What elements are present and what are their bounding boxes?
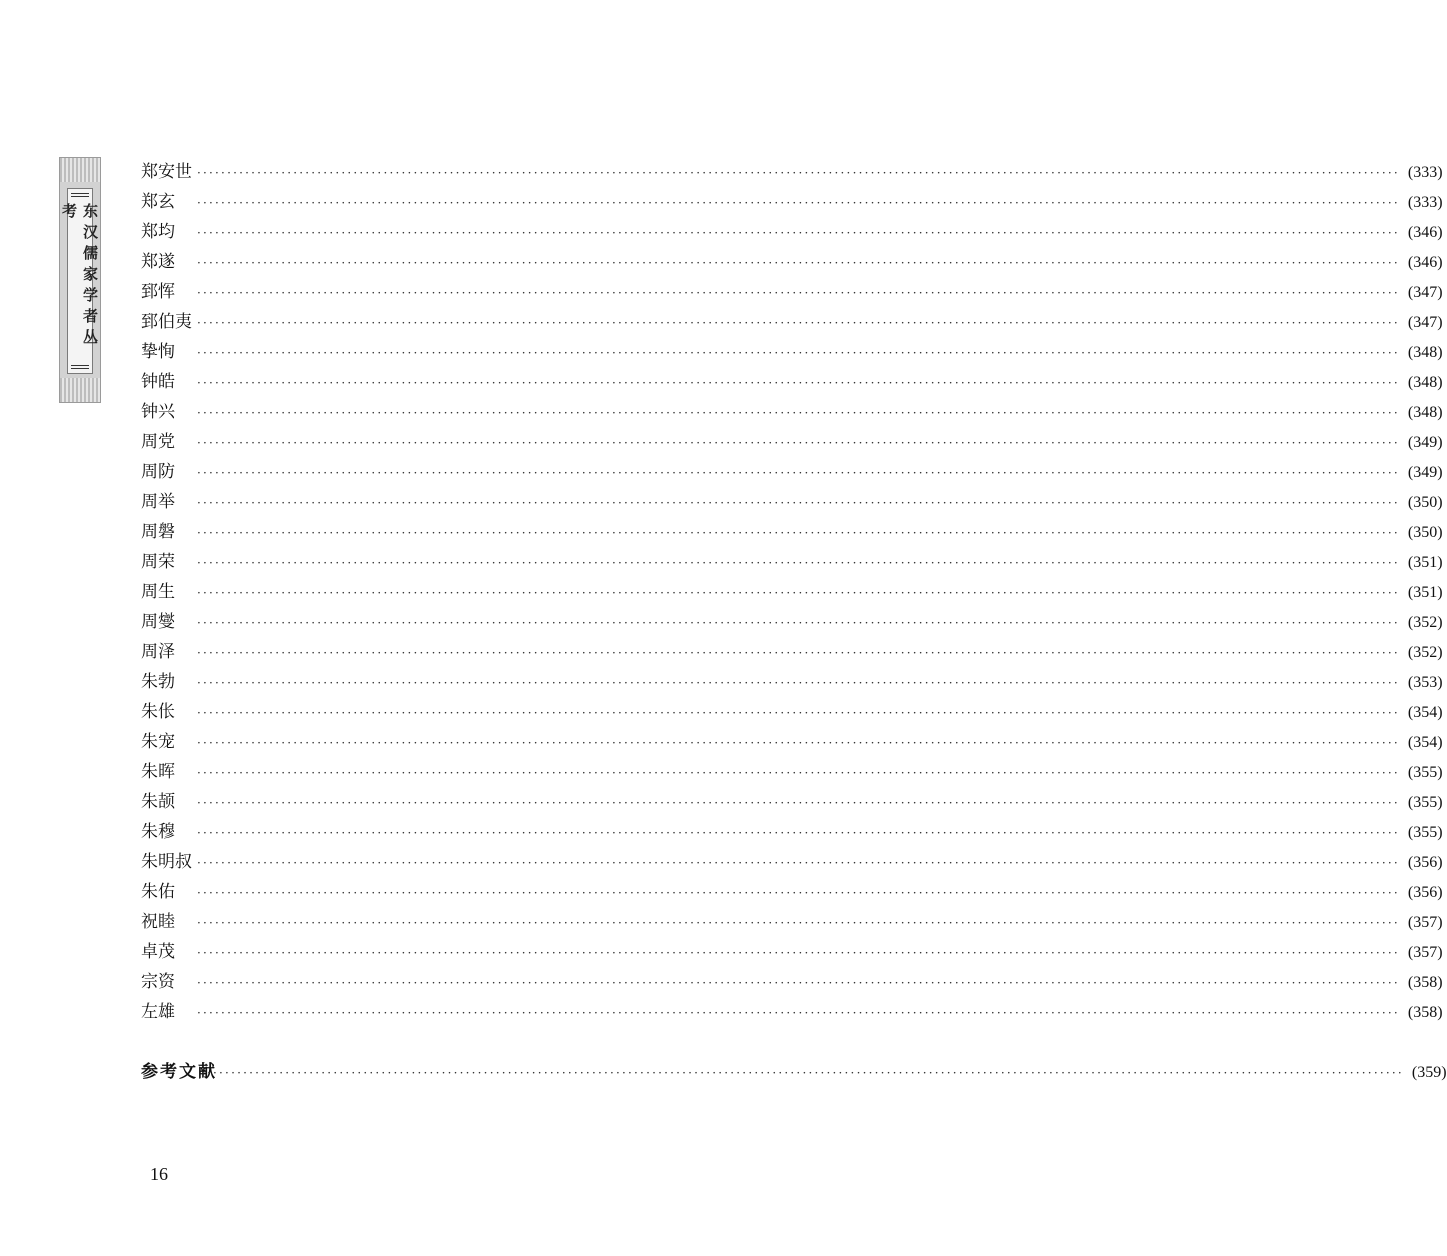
toc-entry[interactable] [141,907,1443,937]
toc-entry-title: 朱穆 [141,822,175,842]
toc-entry-page: (355) [1407,764,1443,781]
toc-leader-dots: ········································································································································································································ [197,676,1400,690]
toc-entry[interactable] [141,757,1443,787]
toc-entry-title: 周荣 [141,552,175,572]
toc-entry-title: 左雄 [141,1002,175,1022]
toc-entry-page: (346) [1407,224,1443,241]
toc-leader-dots: ········································································································································································································ [197,526,1400,540]
toc-entry-title: 挚恂 [141,342,175,362]
toc-entry-title: 郑安世 [141,162,192,182]
toc-leader-dots: ········································································································································································································ [197,256,1400,270]
toc-entry[interactable] [141,427,1443,457]
toc-entry-title: 周党 [141,432,175,452]
side-tab [59,157,101,403]
toc-entry[interactable] [141,487,1443,517]
toc-entry-title: 郅恽 [141,282,175,302]
toc-entry[interactable] [141,607,1443,637]
toc-entry[interactable] [141,967,1443,997]
toc-entry-page: (356) [1407,854,1443,871]
toc-entry-page: (358) [1407,974,1443,991]
toc-entry-page: (348) [1407,404,1443,421]
toc-leader-dots: ········································································································································································································ [197,316,1400,330]
toc-entry-page: (347) [1407,284,1443,301]
toc-entry-page: (353) [1407,674,1443,691]
toc-entry-page: (333) [1407,194,1443,211]
toc-entry[interactable] [141,937,1443,967]
side-tab-stripes-top [60,158,100,182]
side-tab-stripes-bottom [60,378,100,402]
toc-entry-title: 周生 [141,582,175,602]
toc-entry[interactable] [141,307,1443,337]
toc-entry[interactable] [141,787,1443,817]
toc-entry-page: (347) [1407,314,1443,331]
toc-entry[interactable] [141,517,1443,547]
toc-entry-page: (357) [1407,914,1443,931]
toc-entry-title: 朱颉 [141,792,175,812]
toc-leader-dots: ········································································································································································································ [197,376,1400,390]
toc-leader-dots: ········································································································································································································ [197,496,1400,510]
toc-entry-page: (348) [1407,344,1443,361]
toc-entry[interactable] [141,187,1443,217]
toc-entry-title: 朱勃 [141,672,175,692]
toc-leader-dots: ········································································································································································································ [197,406,1400,420]
toc-leader-dots: ········································································································································································································ [197,166,1400,180]
toc-entry-title: 朱伥 [141,702,175,722]
side-tab-label-panel [60,188,99,374]
toc-entry-page: (354) [1407,704,1443,721]
toc-entry[interactable] [141,217,1443,247]
toc-leader-dots: ········································································································································································································ [197,586,1400,600]
toc-entry[interactable] [141,157,1443,187]
toc-entry[interactable] [141,337,1443,367]
toc-entry-page: (346) [1407,254,1443,271]
toc-entry[interactable] [141,637,1443,667]
toc-entry-title: 参考文献 [141,1062,217,1082]
toc-entry-title: 周磐 [141,522,175,542]
toc-entry-title: 朱宠 [141,732,175,752]
toc-entry-title: 郑玄 [141,192,175,212]
toc-entry[interactable] [141,697,1443,727]
toc-entry-title: 周泽 [141,642,175,662]
toc-entry-page: (358) [1407,1004,1443,1021]
toc-leader-dots: ········································································································································································································ [197,976,1400,990]
toc-leader-dots: ········································································································································································································ [197,796,1400,810]
toc-leader-dots: ········································································································································································································ [197,856,1400,870]
toc-entry-title: 钟皓 [141,372,175,392]
toc-entry-page: (359) [1411,1064,1447,1081]
toc-entry-title: 郑均 [141,222,175,242]
side-tab-rule [71,368,89,369]
toc-references-entry[interactable] [141,1057,1447,1087]
toc-entry-title: 周举 [141,492,175,512]
toc-entry-title: 宗资 [141,972,175,992]
toc-leader-dots: ········································································································································································································ [197,886,1400,900]
toc-entry-page: (357) [1407,944,1443,961]
toc-entry-page: (352) [1407,644,1443,661]
toc-entry-title: 朱晖 [141,762,175,782]
toc-entry-page: (355) [1407,824,1443,841]
toc-entry-page: (351) [1407,554,1443,571]
toc-entry-page: (349) [1407,464,1443,481]
toc-entry-title: 朱明叔 [141,852,192,872]
toc-leader-dots: ········································································································································································································ [197,766,1400,780]
toc-entry[interactable] [141,577,1443,607]
toc-leader-dots: ········································································································································································································ [197,946,1400,960]
toc-entry[interactable] [141,667,1443,697]
toc-entry[interactable] [141,277,1443,307]
toc-leader-dots: ········································································································································································································ [201,1066,1404,1080]
toc-entry-page: (351) [1407,584,1443,601]
toc-entry-page: (333) [1407,164,1443,181]
side-tab-rule [71,365,89,366]
toc-entry-page: (350) [1407,494,1443,511]
toc-leader-dots: ········································································································································································································ [197,286,1400,300]
toc-entry-title: 钟兴 [141,402,175,422]
toc-leader-dots: ········································································································································································································ [197,556,1400,570]
side-tab-rule [71,193,89,194]
toc-entry-title: 卓茂 [141,942,175,962]
toc-entry-title: 祝睦 [141,912,175,932]
toc-entry-title: 周防 [141,462,175,482]
toc-entry[interactable] [141,727,1443,757]
toc-leader-dots: ········································································································································································································ [197,826,1400,840]
toc-entry[interactable] [141,457,1443,487]
toc-entry-page: (350) [1407,524,1443,541]
toc-leader-dots: ········································································································································································································ [197,736,1400,750]
toc-entry[interactable] [141,367,1443,397]
toc-entry[interactable] [141,247,1443,277]
toc-leader-dots: ········································································································································································································ [197,466,1400,480]
toc-leader-dots: ········································································································································································································ [197,1006,1400,1020]
toc-entry-page: (352) [1407,614,1443,631]
toc-entry[interactable] [141,817,1443,847]
book-series-title: 东汉儒家学者丛考 [60,203,99,350]
toc-entry-page: (349) [1407,434,1443,451]
toc-leader-dots: ········································································································································································································ [197,646,1400,660]
toc-leader-dots: ········································································································································································································ [197,616,1400,630]
toc-entry-title: 朱佑 [141,882,175,902]
toc-leader-dots: ········································································································································································································ [197,916,1400,930]
toc-leader-dots: ········································································································································································································ [197,436,1400,450]
toc-entry[interactable] [141,847,1443,877]
toc-entry-title: 周燮 [141,612,175,632]
toc-entry-page: (348) [1407,374,1443,391]
table-of-contents [141,157,1447,1087]
toc-leader-dots: ········································································································································································································ [197,196,1400,210]
toc-entry[interactable] [141,547,1443,577]
toc-entry-title: 郑遂 [141,252,175,272]
toc-entry[interactable] [141,997,1443,1027]
toc-leader-dots: ········································································································································································································ [197,706,1400,720]
page-number: 16 [150,1164,168,1184]
toc-entry-page: (354) [1407,734,1443,751]
toc-entry[interactable] [141,397,1443,427]
toc-entry[interactable] [141,877,1443,907]
side-tab-rule [71,196,89,197]
toc-entry-title: 郅伯夷 [141,312,192,332]
toc-entry-page: (355) [1407,794,1443,811]
toc-leader-dots: ········································································································································································································ [197,226,1400,240]
toc-leader-dots: ········································································································································································································ [197,346,1400,360]
toc-entry-page: (356) [1407,884,1443,901]
